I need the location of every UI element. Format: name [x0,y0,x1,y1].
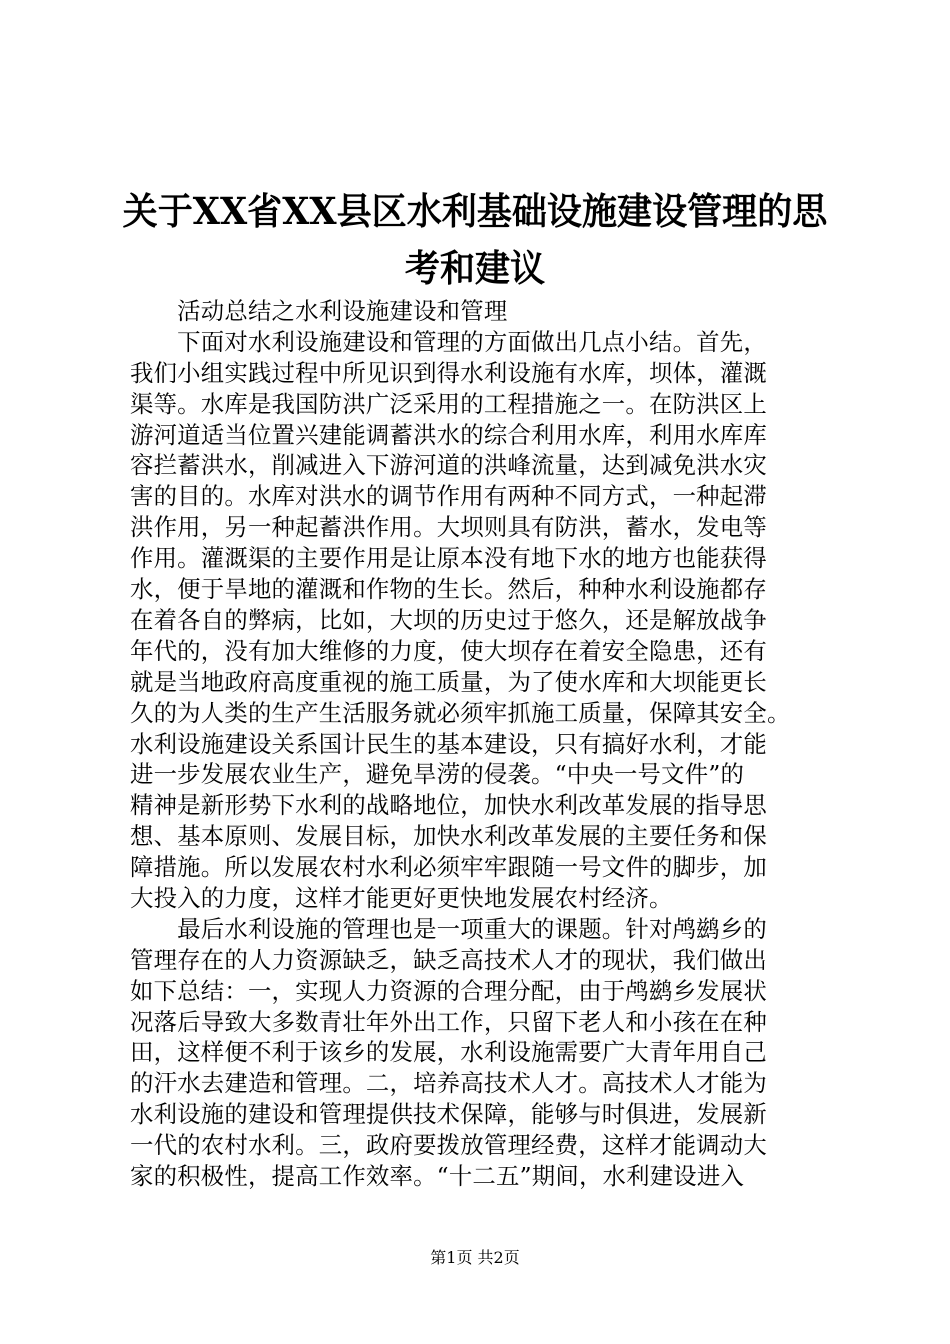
body-line: 久的为人类的生产生活服务就必须牢抓施工质量，保障其安全。 [130,698,791,727]
page-footer: 第1页 共2页 [430,1248,520,1267]
document-title-line-2: 考和建议 [404,246,546,290]
body-line: 我们小组实践过程中所见识到得水利设施有水库，坝体，灌溉 [130,358,767,387]
body-line: 大投入的力度，这样才能更好更快地发展农村经济。 [130,883,673,912]
body-line: 水利设施的建设和管理提供技术保障，能够与时俱进，发展新 [130,1100,767,1129]
body-line: 家的积极性，提高工作效率。“十二五”期间，水利建设进入 [130,1162,745,1190]
body-line: 下面对水利设施建设和管理的方面做出几点小结。首先， [130,327,767,356]
body-line: 活动总结之水利设施建设和管理 [130,297,508,325]
body-line: 管理存在的人力资源缺乏，缺乏高技术人才的现状，我们做出 [130,945,767,974]
body-line: 害的目的。水库对洪水的调节作用有两种不同方式，一种起滞 [130,482,767,511]
body-line: 游河道适当位置兴建能调蓄洪水的综合利用水库，利用水库库 [130,420,767,449]
body-line: 在着各自的弊病，比如，大坝的历史过于悠久，还是解放战争 [130,605,767,634]
body-line: 想、基本原则、发展目标，加快水利改革发展的主要任务和保 [130,822,767,851]
document-title-line-1: 关于XX省XX县区水利基础设施建设管理的思 [122,189,828,233]
body-line: 障措施。所以发展农村水利必须牢牢跟随一号文件的脚步，加 [130,853,767,882]
body-line: 水利设施建设关系国计民生的基本建设，只有搞好水利，才能 [130,729,767,758]
body-line: 就是当地政府高度重视的施工质量，为了使水库和大坝能更长 [130,667,767,696]
body-line: 最后水利设施的管理也是一项重大的课题。针对鸬鹚乡的 [130,914,767,943]
body-line: 作用。灌溉渠的主要作用是让原本没有地下水的地方也能获得 [130,544,767,573]
body-line: 容拦蓄洪水，削减进入下游河道的洪峰流量，达到减免洪水灾 [130,451,767,480]
body-line: 况落后导致大多数青壮年外出工作，只留下老人和小孩在在种 [130,1007,767,1036]
body-line: 一代的农村水利。三，政府要拨放管理经费，这样才能调动大 [130,1131,767,1160]
body-line: 如下总结：一，实现人力资源的合理分配，由于鸬鹚乡发展状 [130,976,767,1005]
body-line: 精神是新形势下水利的战略地位，加快水利改革发展的指导思 [130,791,767,820]
body-line: 进一步发展农业生产，避免旱涝的侵袭。“中央一号文件”的 [130,760,745,789]
body-line: 的汗水去建造和管理。二，培养高技术人才。高技术人才能为 [130,1069,767,1098]
body-line: 年代的，没有加大维修的力度，使大坝存在着安全隐患，还有 [130,636,767,665]
body-line: 渠等。水库是我国防洪广泛采用的工程措施之一。在防洪区上 [130,389,767,418]
body-line: 水，便于旱地的灌溉和作物的生长。然后，种种水利设施都存 [130,575,767,604]
body-line: 洪作用，另一种起蓄洪作用。大坝则具有防洪，蓄水，发电等 [130,513,767,542]
body-line: 田，这样便不利于该乡的发展，水利设施需要广大青年用自己 [130,1038,767,1067]
